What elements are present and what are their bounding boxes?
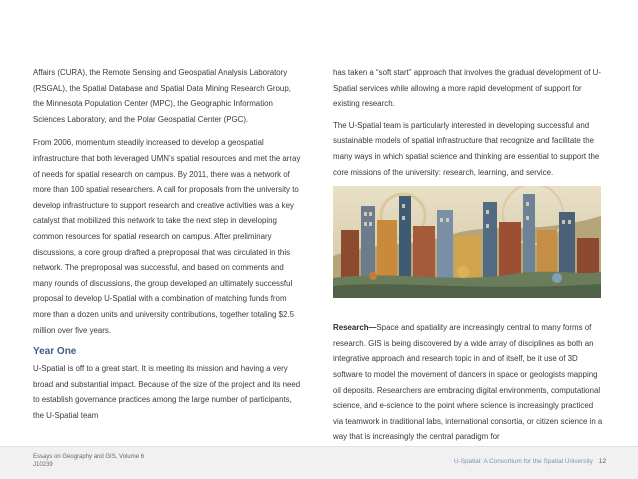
left-column: [33, 65, 301, 431]
body-paragraph: has taken a “soft start” approach that involves the gradual development of U-Spatial services while allowing a more rapid development of support for existing research.: [333, 68, 601, 109]
page-footer: [0, 446, 638, 479]
page-number: 12: [598, 458, 606, 465]
body-paragraph: Affairs (CURA), the Remote Sensing and Geospatial Analysis Laboratory (RSGAL), the Spatial Database and Spatial Data Mining Research Group, the Minnesota Population Center (MPC), the Geographic Information Sciences Laboratory, and the Polar Geospatial Center (PGC).: [33, 68, 291, 124]
footer-publication-code: J10239: [33, 462, 53, 468]
body-paragraph: U-Spatial is off to a great start. It is meeting its mission and having a very broad and substantial impact. Because of the size of the project and its need to establish governance practices among the large number of participants, the U-Spatial team: [33, 364, 301, 420]
research-paragraph: [333, 320, 603, 445]
footer-chapter: [454, 458, 606, 465]
footer-chapter-title: U-Spatial: A Consortium for the Spatial University: [454, 458, 593, 465]
section-heading-year-one: Year One: [33, 346, 77, 358]
research-lead: Research—: [333, 323, 377, 333]
body-paragraph: The U-Spatial team is particularly interested in developing successful and sustainable models of spatial infrastructure that recognize and facilitate the many ways in which spatial science and thinking are essential to support the core missions of the university: research, learning, and service.: [333, 120, 600, 177]
city-illustration: [333, 186, 601, 298]
right-column: [333, 65, 603, 451]
body-paragraph: From 2006, momentum steadily increased to develop a geospatial infrastructure that both leveraged UMN’s spatial resources and met the array of needs for spatial research on campus. By 2011, there was a network of more than 100 spatial researchers. A call for proposals from the university to develop infrastructure to support research and creative activities was a key catalyst that mobilized this network to take the next step in developing common resources for spatial research on campus. After preliminary discussions, a core group drafted a preproposal that was circulated in this network. The preproposal was successful, and based on comments and many rounds of discussions, the group developed an ultimately successful proposal to develop U-Spatial with a combination of matching funds from more than a dozen units and university contributions, together totaling $2.5 million over five years.: [33, 138, 301, 335]
footer-publication-title: Essays on Geography and GIS, Volume 6: [33, 454, 145, 460]
research-text: Space and spatiality are increasingly central to many forms of research. GIS is being discovered by a wide array of disciplines as both an integrative approach and research topic in and of itself, be it use of 3D software to model the movement of dancers in space or geologists mapping oil deposits. Researchers are embracing digital environments, computational science, and e-science to the point where science is increasingly practiced via teamwork in traditional labs, international consortia, or citizen science in a way that is increasingly the central paradigm for: [333, 323, 603, 442]
footer-publication: [33, 453, 144, 469]
